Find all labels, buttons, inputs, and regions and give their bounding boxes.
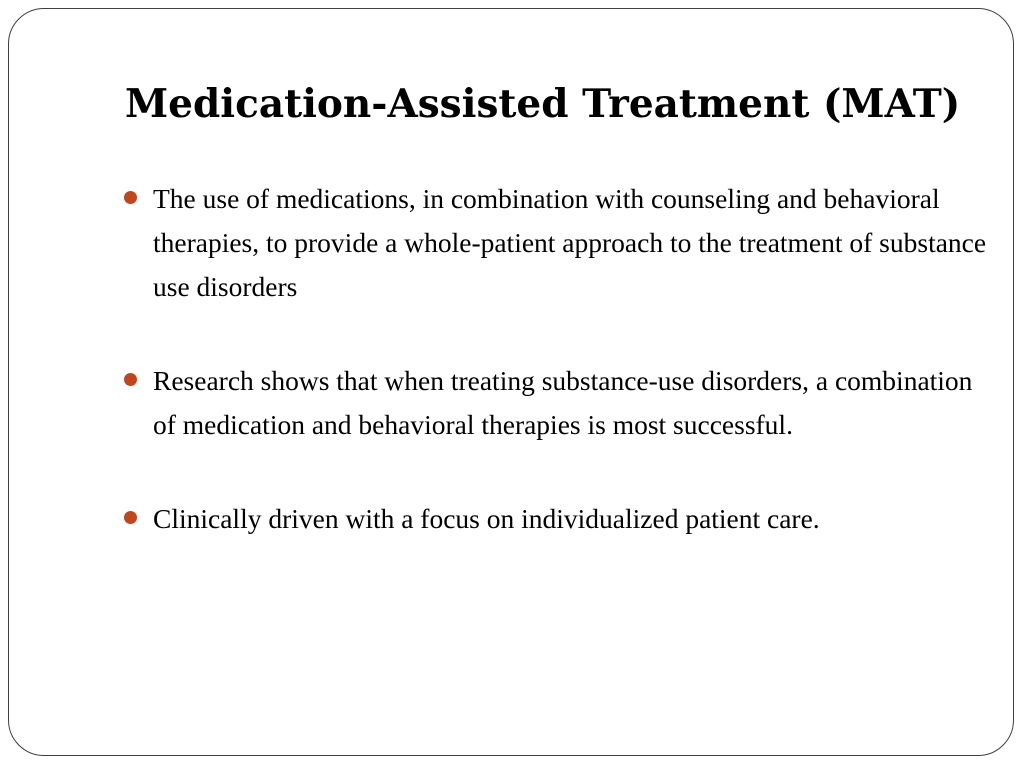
bullet-text-2: Research shows that when treating substance-use disorders, a combination of medication and behavioral therapies is most successful.: [153, 365, 973, 440]
bullet-dot-icon: [124, 373, 137, 386]
bullet-list: [121, 177, 991, 591]
bullet-item-1: [121, 177, 991, 309]
bullet-dot-icon: [124, 191, 137, 204]
slide-frame: [8, 8, 1014, 756]
bullet-text-3: Clinically driven with a focus on individualized patient care.: [153, 503, 820, 534]
slide-title: Medication-Assisted Treatment (MAT): [125, 81, 961, 127]
bullet-text-1: The use of medications, in combination with counseling and behavioral therapies, to provide a whole-patient approach to the treatment of substance use disorders: [153, 183, 987, 302]
bullet-item-3: [121, 497, 991, 541]
bullet-item-2: [121, 359, 991, 447]
bullet-dot-icon: [124, 511, 137, 524]
